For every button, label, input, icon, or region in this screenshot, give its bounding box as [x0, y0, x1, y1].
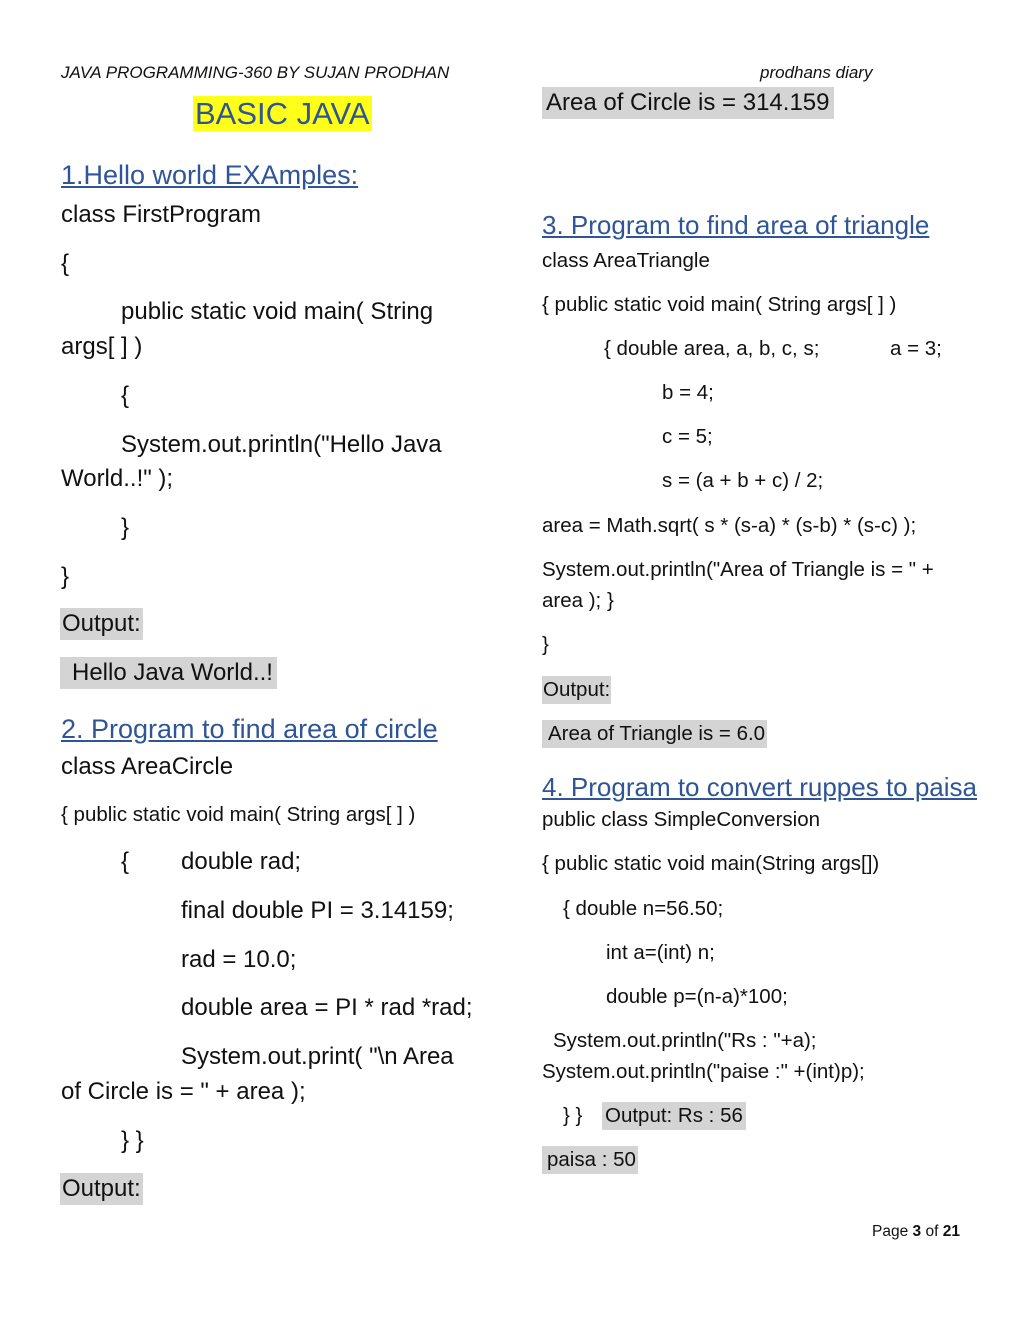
page-title: BASIC JAVA — [195, 96, 370, 131]
code-line: { double n=56.50; — [563, 897, 724, 920]
code-line: System.out.print( "\n Area — [181, 1043, 454, 1070]
output-label: Output: — [542, 676, 611, 704]
code-line: } — [121, 514, 130, 541]
code-line: args[ ] ) — [61, 333, 143, 360]
output-value: Area of Circle is = 314.159 — [542, 87, 834, 119]
code-line: double p=(n-a)*100; — [606, 985, 788, 1008]
code-line: s = (a + b + c) / 2; — [662, 469, 824, 492]
header-right: prodhans diary — [760, 63, 873, 82]
code-line: System.out.println("paise :" +(int)p); — [542, 1060, 865, 1083]
code-line: c = 5; — [662, 425, 713, 448]
code-line: double rad; — [181, 848, 302, 875]
output-label: Output: — [60, 1173, 143, 1205]
code-line: public class SimpleConversion — [542, 808, 821, 831]
code-line: class AreaTriangle — [542, 249, 710, 272]
code-line: rad = 10.0; — [181, 946, 297, 973]
header-left: JAVA PROGRAMMING-360 BY SUJAN PRODHAN — [61, 63, 450, 82]
code-line: { double area, a, b, c, s; — [604, 337, 820, 360]
code-line: { public static void main( String args[ ] ) — [61, 803, 416, 826]
code-line: class FirstProgram — [61, 201, 262, 228]
code-line: System.out.println("Area of Triangle is = " + — [542, 558, 934, 581]
code-line: World..!" ); — [61, 465, 174, 492]
code-line: int a=(int) n; — [606, 941, 715, 964]
code-line: class AreaCircle — [61, 753, 234, 780]
code-line: System.out.println("Hello Java — [121, 431, 442, 458]
code-line: double area = PI * rad *rad; — [181, 994, 473, 1021]
page-number: Page 3 of 21 — [872, 1223, 960, 1240]
code-line: area ); } — [542, 589, 614, 612]
output-value: Hello Java World..! — [60, 657, 277, 689]
output-value: Area of Triangle is = 6.0 — [542, 720, 767, 748]
code-line: final double PI = 3.14159; — [181, 897, 454, 924]
ruppes-heading: 4. Program to convert ruppes to paisa — [542, 772, 978, 802]
hello-heading: 1.Hello world EXAmples: — [61, 160, 359, 190]
code-line: { public static void main( String args[ ] ) — [542, 293, 897, 316]
code-line: { — [121, 382, 130, 409]
output-value: paisa : 50 — [542, 1146, 638, 1174]
code-line: } } — [121, 1127, 144, 1154]
code-line: public static void main( String — [121, 298, 434, 325]
code-line: b = 4; — [662, 381, 714, 404]
code-line: System.out.println("Rs : "+a); — [553, 1029, 817, 1052]
code-line: { public static void main(String args[]) — [542, 852, 880, 875]
code-line: } — [542, 633, 549, 656]
code-line: { — [61, 250, 70, 277]
code-line: area = Math.sqrt( s * (s-a) * (s-b) * (s-c) ); — [542, 514, 917, 537]
code-line: } } — [563, 1104, 583, 1127]
circle-heading: 2. Program to find area of circle — [61, 714, 438, 744]
triangle-heading: 3. Program to find area of triangle — [542, 210, 930, 240]
output-label: Output: — [60, 608, 143, 640]
code-line: } — [61, 563, 70, 590]
output-value: Output: Rs : 56 — [602, 1102, 746, 1130]
code-line: a = 3; — [890, 337, 942, 360]
code-line: of Circle is = " + area ); — [61, 1078, 306, 1105]
code-line: { — [121, 848, 130, 875]
